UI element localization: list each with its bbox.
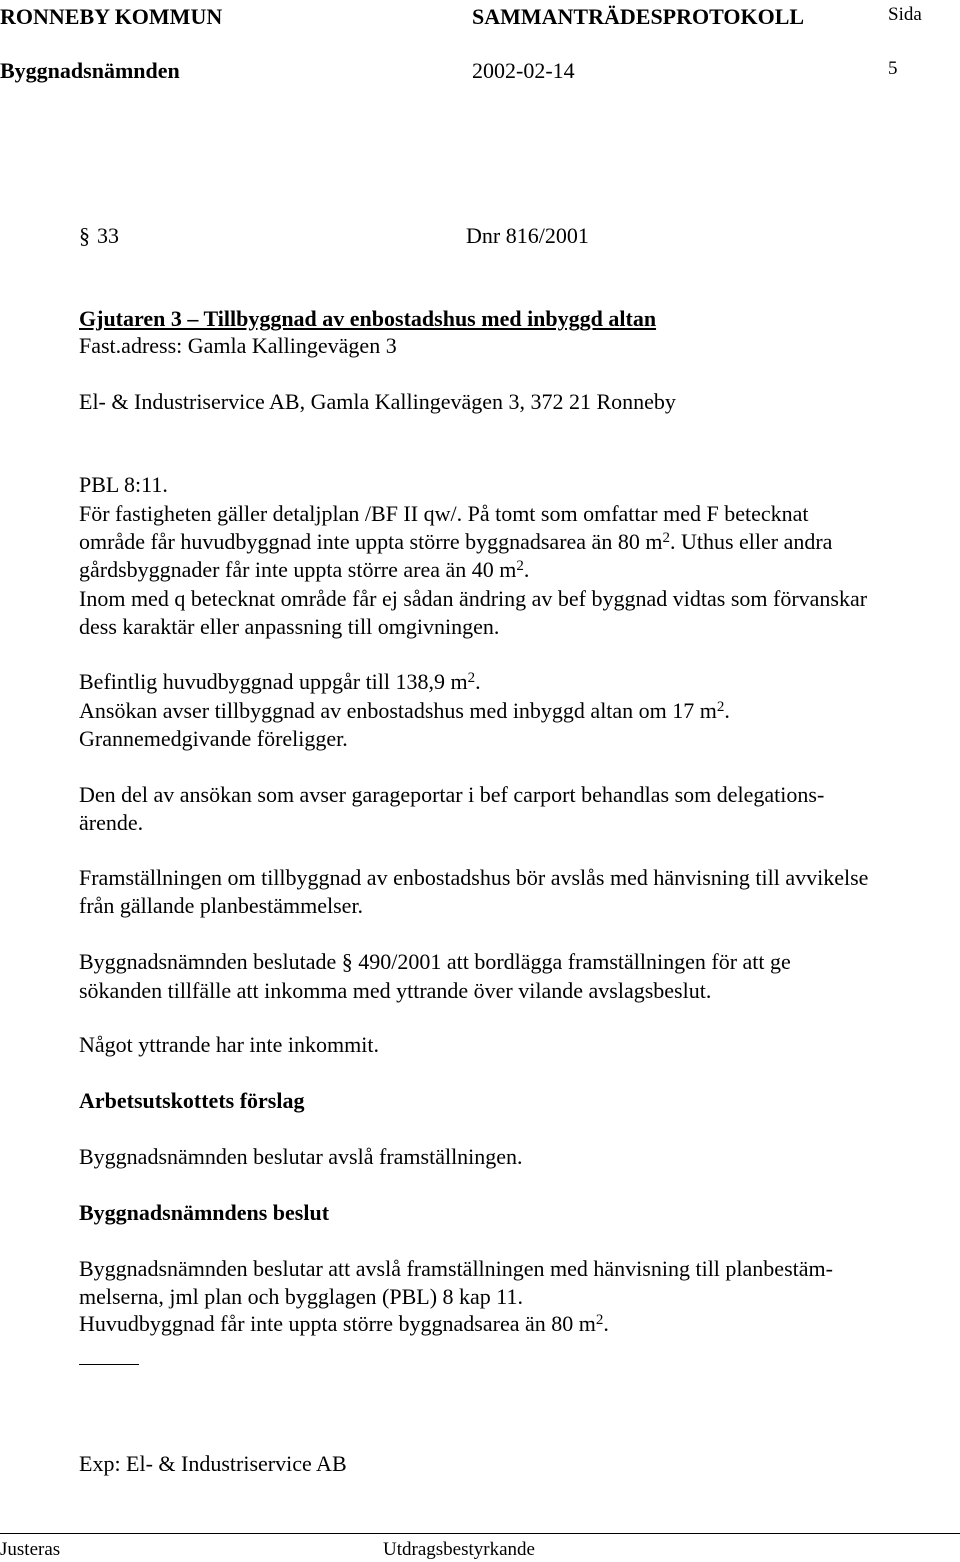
neighbor-consent: Grannemedgivande föreligger. <box>79 726 348 751</box>
page-label: Sida <box>888 4 922 25</box>
section-sign: § <box>79 223 90 248</box>
application-area: Ansökan avser tillbyggnad av enbostadshus med inbyggd altan om 17 $m^2$. <box>79 698 730 723</box>
page-number: 5 <box>888 58 898 79</box>
footer-rule <box>0 1533 960 1534</box>
au-proposal: Byggnadsnämnden beslutar avslå framställningen. <box>79 1144 523 1169</box>
request-text-line: från gällande planbestämmelser. <box>79 893 364 918</box>
case-title: Gjutaren 3 – Tillbyggnad av enbostadshus med inbyggd altan <box>79 306 657 331</box>
property-address: Fast.adress: Gamla Kallingevägen 3 <box>79 333 397 358</box>
no-reply-note: Något yttrande har inte inkommit. <box>79 1032 379 1057</box>
prior-decision-line: sökanden tillfälle att inkomma med yttrande över vilande avslagsbeslut. <box>79 978 712 1003</box>
plan-text-line: dess karaktär eller anpassning till omgivningen. <box>79 614 500 639</box>
plan-text-line: För fastigheten gäller detaljplan /BF II qw/. På tomt som omfattar med F betecknat <box>79 501 809 526</box>
decision-text-line: Byggnadsnämnden beslutar att avslå framställningen med hänvisning till planbestäm- <box>79 1256 833 1281</box>
garage-text-line: ärende. <box>79 810 144 835</box>
au-heading: Arbetsutskottets förslag <box>79 1088 305 1113</box>
committee-name: Byggnadsnämnden <box>0 58 180 83</box>
plan-text-line: Inom med q betecknat område får ej sådan ändring av bef byggnad vidtas som förvanskar <box>79 586 868 611</box>
org-name: RONNEBY KOMMUN <box>0 4 223 29</box>
section-sign: § <box>341 949 353 974</box>
decision-text-line: melserna, jml plan och bygglagen (PBL) 8 kap 11. <box>79 1284 523 1309</box>
meeting-date: 2002-02-14 <box>472 58 575 83</box>
decision-text-line: Huvudbyggnad får inte uppta större byggnadsarea än 80 $m^2$. <box>79 1311 609 1336</box>
divider <box>79 1364 139 1365</box>
document-type: SAMMANTRÄDESPROTOKOLL <box>472 4 805 29</box>
footer-justeras: Justeras <box>0 1539 61 1560</box>
decision-heading: Byggnadsnämndens beslut <box>79 1200 330 1225</box>
section-number: 33 <box>97 223 119 248</box>
case-dnr: Dnr 816/2001 <box>466 223 589 248</box>
plan-text-line: gårdsbyggnader får inte uppta större area än 40 $m^2$. <box>79 557 530 582</box>
applicant: El- & Industriservice AB, Gamla Kallingevägen 3, 372 21 Ronneby <box>79 389 676 414</box>
expedition: Exp: El- & Industriservice AB <box>79 1451 347 1476</box>
garage-text-line: Den del av ansökan som avser garageportar i bef carport behandlas som delegations- <box>79 782 825 807</box>
prior-decision-line: Byggnadsnämnden beslutade § 490/2001 att bordlägga framställningen för att ge <box>79 949 791 974</box>
request-text-line: Framställningen om tillbyggnad av enbostadshus bör avslås med hänvisning till avvikelse <box>79 865 869 890</box>
pbl-reference: PBL 8:11. <box>79 472 168 497</box>
existing-area: Befintlig huvudbyggnad uppgår till 138,9 $m^2$. <box>79 669 481 694</box>
footer-utdragsbestyrkande: Utdragsbestyrkande <box>383 1539 535 1560</box>
plan-text-line: område får huvudbyggnad inte uppta större byggnadsarea än 80 $m^2$. Uthus eller andra <box>79 529 833 554</box>
